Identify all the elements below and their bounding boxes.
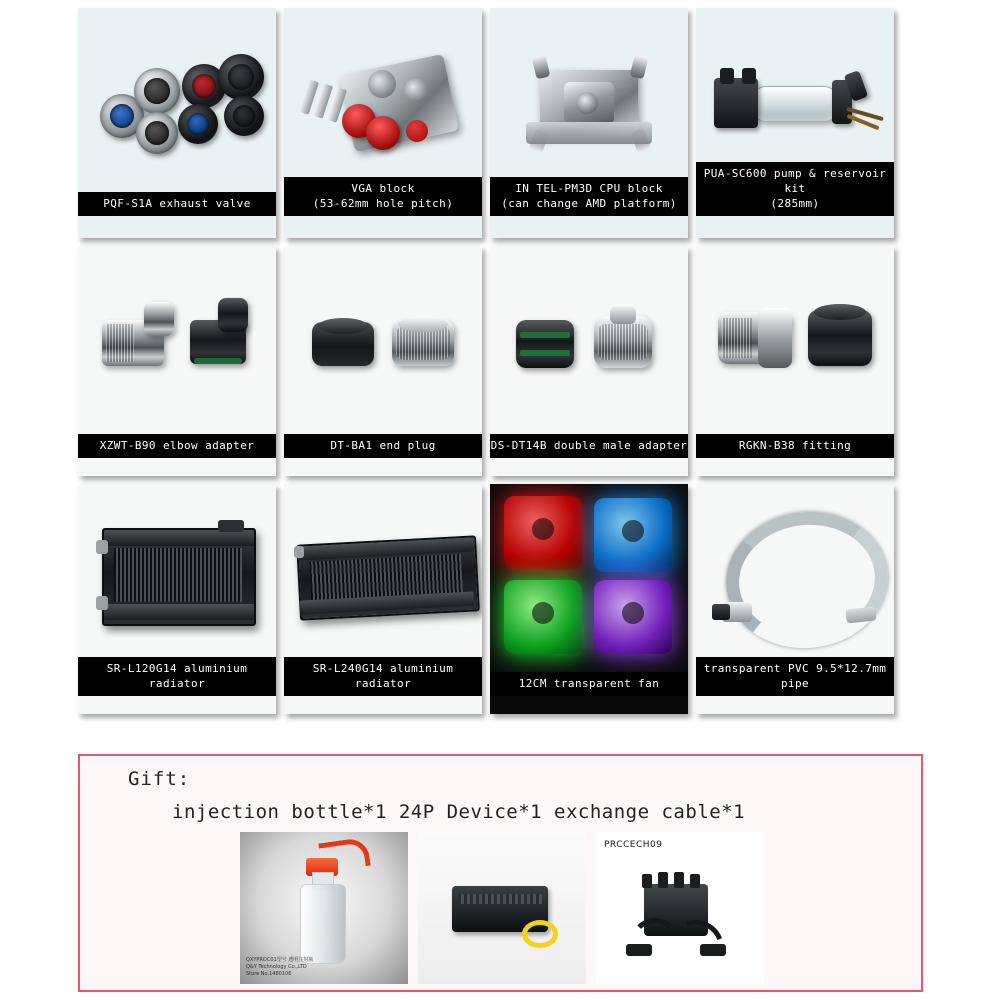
caption-line-1: IN TEL-PM3D CPU block xyxy=(515,182,663,195)
product-caption xyxy=(490,672,688,696)
product-card-radiator-240[interactable] xyxy=(284,484,482,714)
caption-line-1: RGKN-B38 fitting xyxy=(738,439,852,452)
caption-line-1: PQF-S1A exhaust valve xyxy=(103,197,251,210)
cable-pin xyxy=(642,874,652,888)
product-caption xyxy=(696,162,894,216)
product-card-pqf-s1a[interactable] xyxy=(78,8,276,238)
caption-line-1: SR-L120G14 aluminium radiator xyxy=(106,662,248,690)
caption-line-2: (53-62mm hole pitch) xyxy=(312,197,454,210)
device-yellow-loop xyxy=(522,920,558,948)
product-card-pvc-pipe[interactable] xyxy=(696,484,894,714)
gift-photos xyxy=(240,832,764,984)
bottle-label-line-2: Q&Y Technology Co.,LTD xyxy=(246,964,307,970)
product-card-radiator-120[interactable] xyxy=(78,484,276,714)
caption-line-1: DS-DT14B double male adapter xyxy=(490,439,688,452)
product-caption xyxy=(696,434,894,458)
product-card-double-male-adapter[interactable] xyxy=(490,246,688,476)
cable-end-connector xyxy=(626,944,652,956)
product-caption xyxy=(490,434,688,458)
product-card-end-plug[interactable] xyxy=(284,246,482,476)
gift-photo-exchange-cable xyxy=(596,832,764,984)
product-caption xyxy=(284,177,482,216)
product-caption xyxy=(78,192,276,216)
product-caption xyxy=(490,177,688,216)
product-card-transparent-fan[interactable] xyxy=(490,484,688,714)
caption-line-1: transparent PVC 9.5*12.7mm pipe xyxy=(703,662,887,690)
cable-pin xyxy=(658,872,668,888)
product-card-pump-reservoir[interactable] xyxy=(696,8,894,238)
bottle-label xyxy=(246,957,313,978)
caption-line-2: (285mm) xyxy=(770,197,820,210)
gift-photo-24p-device xyxy=(418,832,586,984)
bottle-label-line-1: QXYPROC01型号 透明注射瓶 xyxy=(246,957,314,963)
product-grid xyxy=(78,8,894,714)
cable-brand-label: PRCCECH09 xyxy=(604,840,663,850)
caption-line-1: 12CM transparent fan xyxy=(518,677,660,690)
cable-end-connector xyxy=(700,944,726,956)
gift-title: Gift: xyxy=(128,768,191,790)
gift-photo-injection-bottle xyxy=(240,832,408,984)
product-card-vga-block[interactable] xyxy=(284,8,482,238)
caption-line-1: VGA block xyxy=(351,182,415,195)
product-caption xyxy=(284,657,482,696)
product-caption xyxy=(78,657,276,696)
bottle-label-line-3: Store No.1480106 xyxy=(246,971,292,977)
caption-line-2: (can change AMD platform) xyxy=(501,197,677,210)
caption-line-1: DT-BA1 end plug xyxy=(330,439,436,452)
caption-line-1: XZWT-B90 elbow adapter xyxy=(99,439,255,452)
product-card-elbow-adapter[interactable] xyxy=(78,246,276,476)
gift-items-line: injection bottle*1 24P Device*1 exchange cable*1 xyxy=(172,801,746,823)
product-caption xyxy=(696,657,894,696)
cable-pin xyxy=(690,874,700,888)
product-card-cpu-block[interactable] xyxy=(490,8,688,238)
product-caption xyxy=(78,434,276,458)
gift-section xyxy=(78,754,923,992)
caption-line-1: SR-L240G14 aluminium radiator xyxy=(312,662,454,690)
product-card-fitting[interactable] xyxy=(696,246,894,476)
cable-pin xyxy=(674,872,684,888)
product-caption xyxy=(284,434,482,458)
device-pin-strip xyxy=(458,894,542,904)
caption-line-1: PUA-SC600 pump & reservoir kit xyxy=(703,167,887,195)
bottle-body xyxy=(300,884,346,964)
